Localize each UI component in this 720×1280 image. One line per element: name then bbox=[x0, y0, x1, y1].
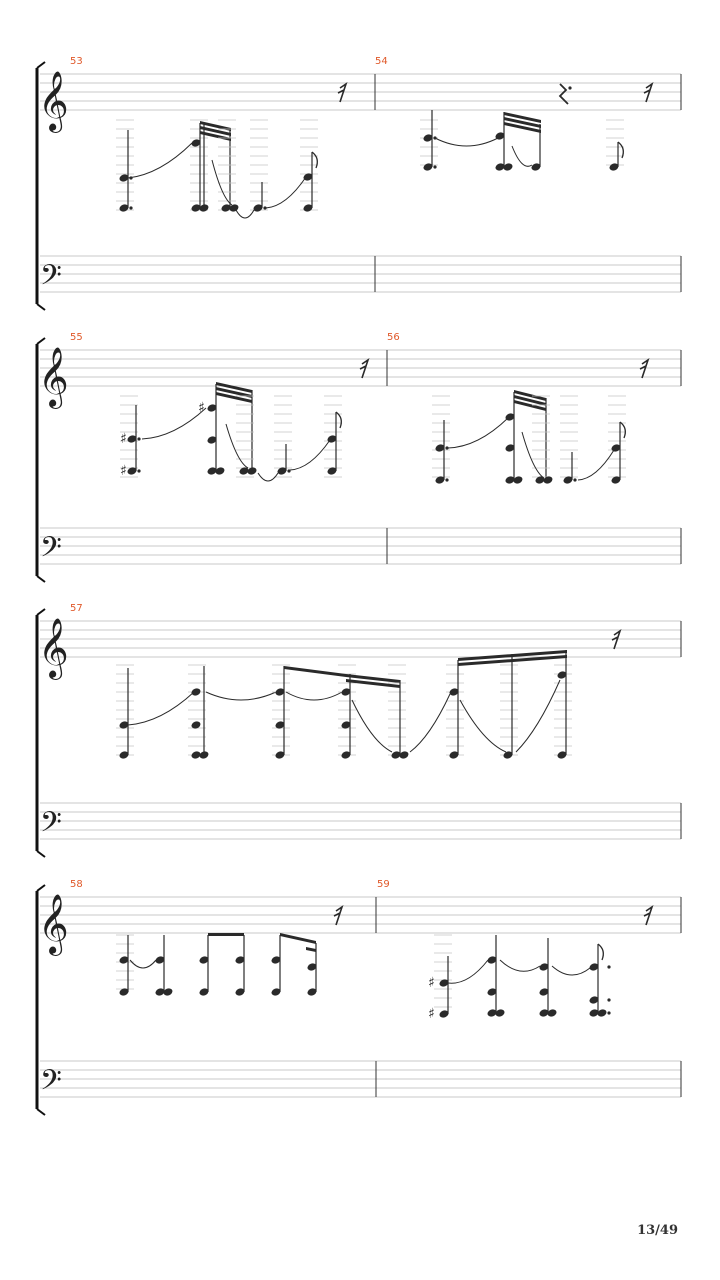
measure-number-58: 58 bbox=[70, 879, 83, 890]
tie-slur bbox=[522, 432, 544, 478]
sharp-accidental: ♯ bbox=[428, 1006, 435, 1022]
augmentation-dot bbox=[137, 469, 140, 472]
tie-slur bbox=[130, 960, 156, 968]
bracket-hook bbox=[37, 338, 45, 344]
augmentation-dot bbox=[137, 437, 140, 440]
augmentation-dot bbox=[607, 998, 610, 1001]
bracket-hook bbox=[37, 851, 45, 857]
note-flag bbox=[598, 944, 603, 960]
page-number: 13/49 bbox=[637, 1223, 678, 1238]
augmentation-dot bbox=[129, 206, 132, 209]
tie-slur bbox=[258, 473, 278, 481]
measure-number-57: 57 bbox=[70, 603, 83, 614]
augmentation-dot bbox=[607, 965, 610, 968]
notation-layer bbox=[37, 62, 681, 1115]
bass-clef: 𝄢 bbox=[40, 806, 62, 846]
bracket-hook bbox=[37, 609, 45, 615]
sixteenth-rest bbox=[612, 631, 620, 649]
system-2 bbox=[70, 332, 400, 343]
bracket-hook bbox=[37, 1109, 45, 1115]
notehead bbox=[191, 687, 202, 697]
beam bbox=[208, 933, 244, 936]
sixteenth-rest bbox=[644, 84, 652, 102]
augmentation-dot bbox=[445, 478, 448, 481]
tie-slur bbox=[448, 418, 508, 448]
beam bbox=[306, 947, 316, 952]
bracket-hook bbox=[37, 885, 45, 891]
tie-slur bbox=[236, 210, 254, 218]
tie-slur bbox=[460, 700, 506, 752]
tie-slur bbox=[552, 966, 590, 975]
sharp-accidental: ♯ bbox=[198, 400, 205, 416]
system-4 bbox=[70, 879, 390, 890]
sixteenth-rest bbox=[640, 360, 648, 378]
tie-slur bbox=[142, 408, 206, 439]
augmentation-dot bbox=[433, 165, 436, 168]
augmentation-dot bbox=[568, 86, 571, 89]
tie-slur bbox=[286, 692, 342, 700]
bracket-hook bbox=[37, 62, 45, 68]
measure-number-54: 54 bbox=[375, 56, 388, 67]
system-1 bbox=[70, 56, 388, 67]
sixteenth-rest bbox=[338, 84, 346, 102]
note-flag bbox=[312, 152, 317, 168]
note-flag bbox=[618, 142, 623, 158]
beam bbox=[280, 933, 316, 944]
tie-slur bbox=[448, 960, 488, 983]
tie-slur bbox=[290, 440, 330, 470]
tie-slur bbox=[266, 177, 306, 208]
tie-slur bbox=[212, 160, 232, 205]
system-3 bbox=[70, 603, 83, 614]
sharp-accidental: ♯ bbox=[428, 975, 435, 991]
measure-number-53: 53 bbox=[70, 56, 83, 67]
tie-slur bbox=[128, 692, 194, 725]
sharp-accidental: ♯ bbox=[120, 463, 127, 479]
tie-slur bbox=[435, 138, 498, 146]
tie-slur bbox=[500, 960, 540, 971]
measure-number-56: 56 bbox=[387, 332, 400, 343]
measure-number-55: 55 bbox=[70, 332, 83, 343]
bass-clef: 𝄢 bbox=[40, 1064, 62, 1104]
sharp-accidental: ♯ bbox=[120, 431, 127, 447]
tie-slur bbox=[516, 680, 560, 752]
beam bbox=[284, 666, 346, 677]
tie-slur bbox=[352, 700, 392, 752]
tie-slur bbox=[578, 450, 614, 480]
bracket-hook bbox=[37, 304, 45, 310]
treble-clef: 𝄞 bbox=[38, 347, 69, 407]
sixteenth-rest bbox=[644, 907, 652, 925]
augmentation-dot bbox=[607, 1011, 610, 1014]
sixteenth-rest bbox=[334, 907, 342, 925]
bass-clef: 𝄢 bbox=[40, 259, 62, 299]
note-flag bbox=[336, 412, 341, 428]
note-flag bbox=[620, 422, 625, 438]
treble-clef: 𝄞 bbox=[38, 71, 69, 131]
bass-clef: 𝄢 bbox=[40, 531, 62, 571]
tie-slur bbox=[410, 694, 450, 752]
sixteenth-rest bbox=[360, 360, 368, 378]
tie-slur bbox=[512, 146, 532, 166]
bracket-hook bbox=[37, 576, 45, 582]
measure-number-59: 59 bbox=[377, 879, 390, 890]
augmentation-dot bbox=[573, 478, 576, 481]
tie-slur bbox=[128, 143, 192, 178]
treble-clef: 𝄞 bbox=[38, 894, 69, 954]
treble-clef: 𝄞 bbox=[38, 618, 69, 678]
tie-slur bbox=[206, 692, 276, 700]
tie-slur bbox=[226, 424, 248, 468]
